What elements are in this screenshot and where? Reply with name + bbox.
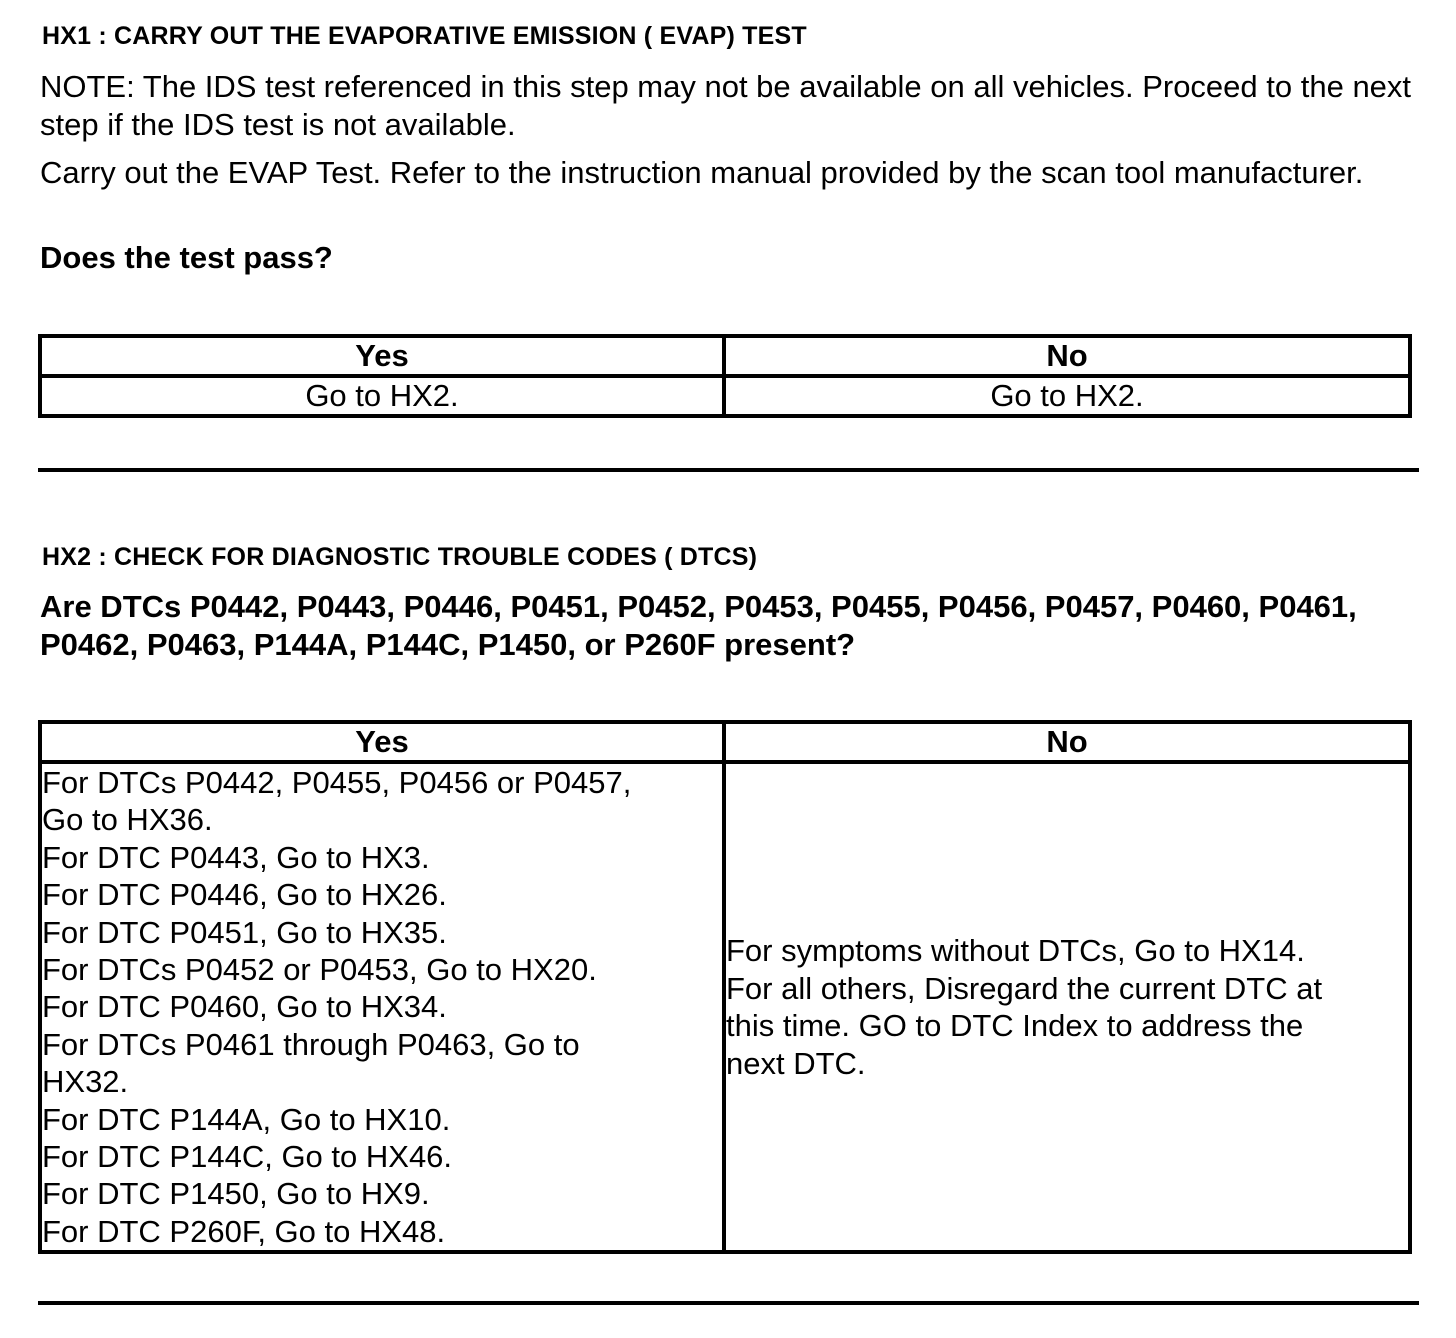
hx2-result-table <box>38 720 1412 1254</box>
yes-action: Go to HX2. <box>40 376 724 416</box>
no-action: Go to HX2. <box>724 376 1410 416</box>
list-item: next DTC. <box>726 1045 866 1081</box>
no-action-text <box>724 762 1410 1252</box>
hx2-question: Are DTCs P0442, P0443, P0446, P0451, P0452, P0453, P0455, P0456, P0457, P0460, P0461, P0462, P0463, P144A, P144C, P1450, or P260F present? <box>40 589 1357 662</box>
hx2-heading: HX2 : CHECK FOR DIAGNOSTIC TROUBLE CODES ( DTCS) <box>42 543 758 571</box>
list-item: For all others, Disregard the current DTC at <box>726 970 1323 1006</box>
list-item: For DTCs P0442, P0455, P0456 or P0457, <box>42 765 632 800</box>
list-item: For DTC P144A, Go to HX10. <box>42 1101 451 1137</box>
table-header-row <box>40 336 1410 376</box>
list-item: For DTCs P0452 or P0453, Go to HX20. <box>42 952 597 988</box>
table-row <box>40 376 1410 416</box>
hx1-note: NOTE: The IDS test referenced in this step may not be available on all vehicles. Proceed to the next step if the IDS test is not available. <box>40 69 1412 142</box>
list-item: For DTC P0443, Go to HX3. <box>42 839 430 875</box>
list-item: For DTC P144C, Go to HX46. <box>42 1139 453 1175</box>
no-header: No <box>724 336 1410 376</box>
hx1-result-table <box>38 334 1412 418</box>
yes-action-list <box>40 762 724 1252</box>
section-divider <box>38 1301 1419 1305</box>
table-header-row <box>40 722 1410 762</box>
list-item: For DTCs P0461 through P0463, Go to <box>42 1026 580 1062</box>
hx1-heading: HX1 : CARRY OUT THE EVAPORATIVE EMISSION ( EVAP) TEST <box>42 22 807 50</box>
list-item: For DTC P0446, Go to HX26. <box>42 877 447 913</box>
hx1-question: Does the test pass? <box>40 240 333 275</box>
list-item: Go to HX36. <box>42 802 213 838</box>
list-item: For DTC P0460, Go to HX34. <box>42 989 447 1025</box>
list-item: For DTC P260F, Go to HX48. <box>42 1213 446 1249</box>
table-row <box>40 762 1410 1252</box>
list-item: this time. GO to DTC Index to address the <box>726 1008 1304 1044</box>
list-item: For symptoms without DTCs, Go to HX14. <box>726 933 1305 969</box>
yes-header: Yes <box>40 722 724 762</box>
yes-header: Yes <box>40 336 724 376</box>
hx1-instruction: Carry out the EVAP Test. Refer to the instruction manual provided by the scan tool manufacturer. <box>40 155 1364 190</box>
list-item: HX32. <box>42 1064 129 1100</box>
no-header: No <box>724 722 1410 762</box>
section-divider <box>38 468 1419 472</box>
list-item: For DTC P1450, Go to HX9. <box>42 1176 430 1212</box>
list-item: For DTC P0451, Go to HX35. <box>42 914 447 950</box>
